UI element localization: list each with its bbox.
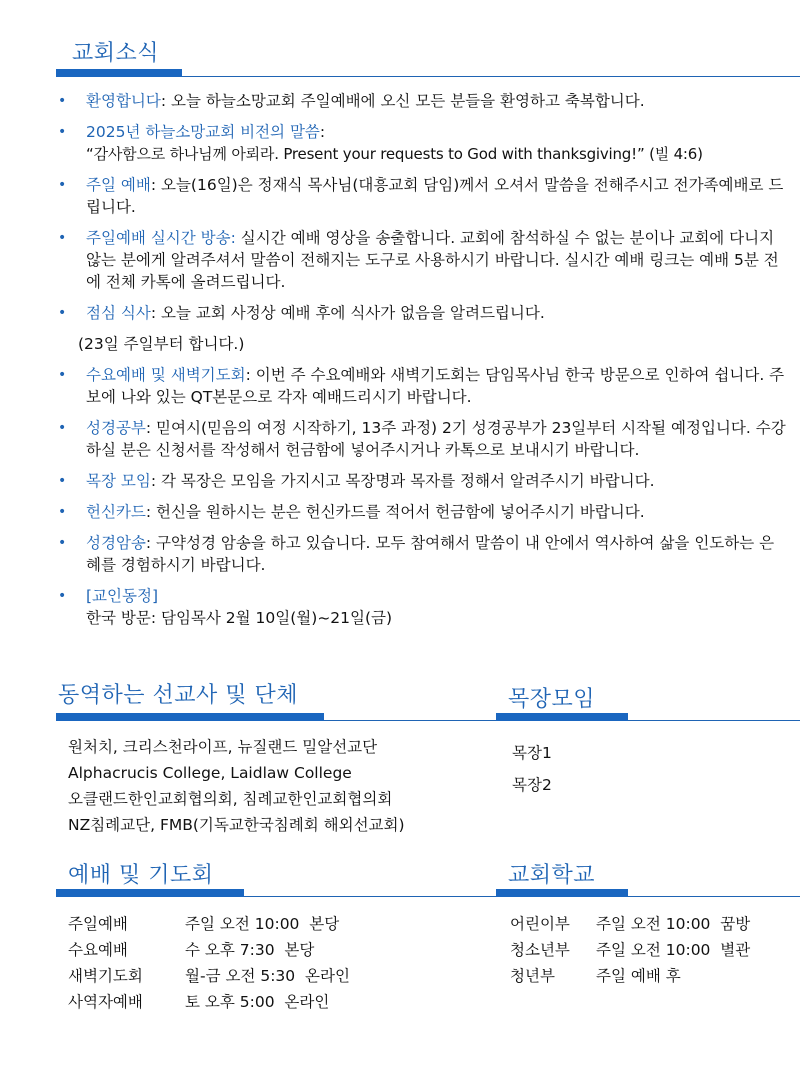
news-item-label: 주일 예배 [86,176,151,194]
news-item-text: : 믿여시(믿음의 여정 시작하기, 13주 과정) 2기 성경공부가 23일부터 시작될 예정입니다. 수강하실 분은 신청서를 작성해서 헌금함에 넣어주시거나 카톡으로 보내시기 바랍니다. [86,419,786,459]
worship-row [68,911,350,937]
missions-section-title: 동역하는 선교사 및 단체 [58,683,299,708]
mission-line: 원처치, 크리스천라이프, 뉴질랜드 밀알선교단 [68,738,378,756]
worship-time: 월-금 오전 5:30 온라인 [185,967,350,985]
news-item-text: 실시간 예배 영상을 송출합니다. 교회에 참석하실 수 없는 분이나 교회에 다니지 않는 분에게 알려주셔서 말씀이 전해지는 도구로 사용하시기 바랍니다. 실시간 예배 링크는 예배 5분 전에 전체 카톡에 올려드립니다. [86,229,779,291]
worship-name: 새벽기도회 [68,967,143,985]
news-item-welcome [58,90,788,112]
mission-line: Alphacrucis College, Laidlaw College [68,764,352,782]
school-header-bar [496,889,628,897]
news-item-cell-meeting [58,470,788,492]
bullet-icon: • [58,93,67,109]
news-item-label: 점심 식사 [86,304,151,322]
worship-time: 주일 오전 10:00 본당 [185,915,340,933]
school-time: 주일 오전 10:00 꿈방 [596,915,751,933]
news-item-member-news [58,585,788,629]
news-item-memorization [58,532,788,576]
bullet-icon: • [58,473,67,489]
news-item-lunch-note: (23일 주일부터 합니다.) [78,335,245,353]
news-item-label: 수요예배 및 새벽기도회 [86,366,246,384]
bullet-icon: • [58,305,67,321]
school-name: 청년부 [510,967,555,985]
news-item-text: : [319,123,326,141]
news-item-sunday-worship [58,174,788,218]
news-item-lunch [58,302,788,324]
school-name: 청소년부 [510,941,570,959]
news-item-label: 헌신카드 [86,503,146,521]
school-row [510,911,750,937]
worship-name: 주일예배 [68,915,128,933]
bullet-icon: • [58,504,67,520]
missions-header-bar [56,713,324,721]
news-item-text: : 구약성경 암송을 하고 있습니다. 모두 참여해서 말씀이 내 안에서 역사하여 삶을 인도하는 은혜를 경험하시기 바랍니다. [86,534,775,574]
bullet-icon: • [58,177,67,193]
news-header-bar [56,69,182,77]
news-item-label: 환영합니다 [86,92,161,110]
worship-row [68,937,350,963]
school-time: 주일 예배 후 [596,967,681,985]
school-section-title: 교회학교 [508,863,596,888]
bullet-icon: • [58,588,67,604]
news-list [58,90,788,638]
news-item-label: 성경공부 [86,419,146,437]
mission-line: NZ침례교단, FMB(기독교한국침례회 해외선교회) [68,816,405,834]
worship-name: 사역자예배 [68,993,143,1011]
bullet-icon: • [58,124,67,140]
worship-time: 토 오후 5:00 온라인 [185,993,330,1011]
news-item-text: : 헌신을 원하시는 분은 헌신카드를 적어서 헌금함에 넣어주시기 바랍니다. [145,503,645,521]
news-item-text: : 오늘(16일)은 정재식 목사님(대흥교회 담임)께서 오셔서 말씀을 전해주시고 전가족예배로 드립니다. [86,176,784,216]
school-time: 주일 오전 10:00 별관 [596,941,751,959]
bullet-icon: • [58,535,67,551]
news-section-title: 교회소식 [72,41,160,66]
news-item-wednesday [58,364,788,408]
school-row [510,937,750,963]
bullet-icon: • [58,420,67,436]
news-item-label: 2025년 하늘소망교회 비전의 말씀 [86,123,320,141]
member-news-detail: 한국 방문: 담임목사 2월 10일(월)~21일(금) [86,609,393,627]
cell-header-bar [496,713,628,721]
cell-line: 목장1 [512,744,552,762]
news-item-label: 목장 모임 [86,472,151,490]
worship-time: 수 오후 7:30 본당 [185,941,315,959]
worship-name: 수요예배 [68,941,128,959]
news-item-bible-study [58,417,788,461]
news-item-text: : 오늘 하늘소망교회 주일예배에 오신 모든 분들을 환영하고 축복합니다. [160,92,645,110]
mission-line: 오클랜드한인교회협의회, 침례교한인교회협의회 [68,790,393,808]
vision-verse: “감사함으로 하나님께 아뢰라. Present your requests to God with thanksgiving!” (빌 4:6) [86,145,703,163]
school-schedule [510,911,750,989]
news-item-live-stream [58,227,788,293]
worship-header-bar [56,889,244,897]
news-item-text: : 이번 주 수요예배와 새벽기도회는 담임목사님 한국 방문으로 인하여 쉽니다. 주보에 나와 있는 QT본문으로 각자 예배드리시기 바랍니다. [86,366,785,406]
news-item-label: 성경암송 [86,534,146,552]
cell-list [512,737,552,801]
worship-row [68,963,350,989]
news-item-text: : 오늘 교회 사정상 예배 후에 식사가 없음을 알려드립니다. [150,304,545,322]
bullet-icon: • [58,230,67,246]
worship-section-title: 예배 및 기도회 [68,863,214,888]
school-row [510,963,750,989]
news-item-text: : 각 목장은 모임을 가지시고 목장명과 목자를 정해서 알려주시기 바랍니다. [150,472,655,490]
worship-schedule [68,911,350,1015]
cell-line: 목장2 [512,776,552,794]
news-item-label: 주일예배 실시간 방송: [86,229,236,247]
school-name: 어린이부 [510,915,570,933]
cell-section-title: 목장모임 [508,687,596,712]
news-item-label: [교인동정] [86,587,158,605]
worship-row [68,989,350,1015]
news-item-devotion-card [58,501,788,523]
news-item-vision [58,121,788,165]
bullet-icon: • [58,367,67,383]
missions-list [68,734,405,838]
